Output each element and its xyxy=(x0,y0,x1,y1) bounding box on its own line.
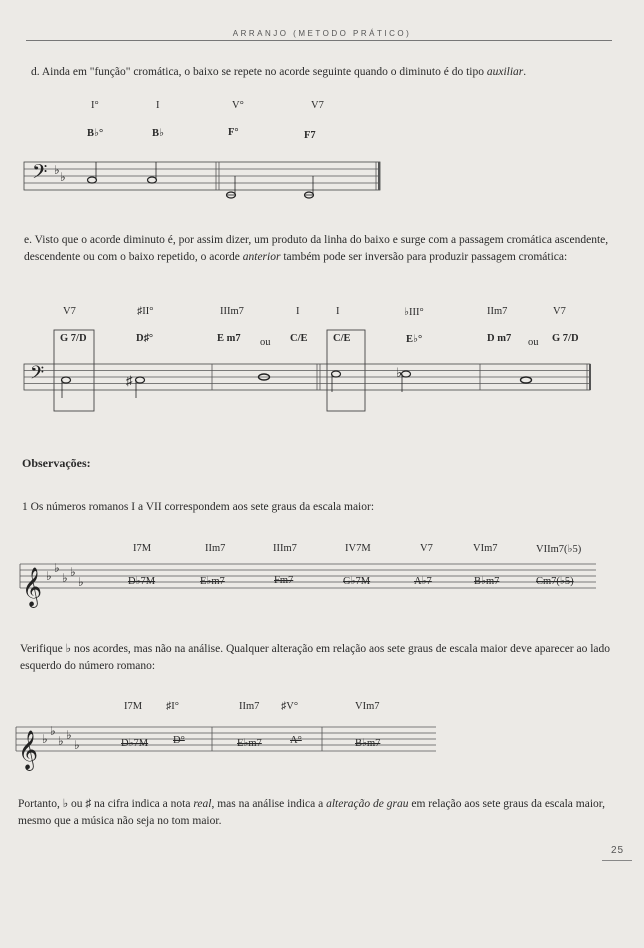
svg-text:♭: ♭ xyxy=(70,565,76,579)
svg-text:𝄞: 𝄞 xyxy=(22,569,43,606)
roman-numeral: ♯V° xyxy=(281,701,299,712)
roman-numeral: I7M xyxy=(124,701,143,712)
conclusion-part-c: em relação aos sete graus da escala maior, mesmo que a música não seja no tom maior. xyxy=(18,798,606,827)
svg-text:♭: ♭ xyxy=(66,728,72,742)
svg-text:♭: ♭ xyxy=(54,561,60,575)
roman-numeral: ♭III° xyxy=(404,307,424,318)
section-d-text-main: d. Ainda em "função" cromática, o baixo se repete no acorde seguinte quando o diminuto é do tipo xyxy=(31,66,487,78)
svg-text:♭: ♭ xyxy=(46,569,52,583)
svg-text:♭: ♭ xyxy=(78,575,84,589)
chord-symbol: D♭7M xyxy=(121,738,149,749)
roman-numeral: V7 xyxy=(311,100,324,111)
svg-text:𝄢: 𝄢 xyxy=(30,362,45,387)
chord-symbol: E♭m7 xyxy=(200,576,225,587)
roman-numeral: V7 xyxy=(63,306,76,317)
roman-numeral: I xyxy=(156,100,160,111)
chord-symbol: B♭m7 xyxy=(474,576,500,587)
roman-numeral: VIm7 xyxy=(473,543,498,554)
roman-numeral: I xyxy=(296,306,300,317)
roman-numeral: ♯I° xyxy=(166,701,179,712)
roman-numeral: IIm7 xyxy=(487,306,508,317)
roman-numeral: I° xyxy=(91,100,99,111)
chord-symbol: B♭ xyxy=(152,128,164,139)
verify-paragraph: Verifique ♭ nos acordes, mas não na análise. Qualquer alteração em relação aos sete graus de escala maior deve aparecer ao lado esquerdo do número romano: xyxy=(20,643,611,672)
roman-numeral: V7 xyxy=(420,543,433,554)
roman-numeral: VIIm7(♭5) xyxy=(536,544,582,555)
bass-staff-d xyxy=(0,150,644,210)
conclusion-em-alteracao: alteração de grau xyxy=(326,798,409,810)
treble-staff-analysis xyxy=(0,721,644,771)
chord-symbol: D m7 xyxy=(487,333,512,344)
chord-symbol: A° xyxy=(290,735,302,746)
chord-symbol: C/E xyxy=(290,333,308,344)
section-e-text-main: e. Visto que o acorde diminuto é, por assim dizer, um produto da linha do baixo e surge com a passagem cromática ascendente, descendente ou com o baixo repetido, o acorde xyxy=(24,234,609,263)
svg-text:𝄞: 𝄞 xyxy=(18,732,39,769)
chord-or-label: ou xyxy=(528,337,539,348)
conclusion-em-real: real xyxy=(193,798,212,810)
svg-text:♭: ♭ xyxy=(396,365,403,380)
svg-text:♭: ♭ xyxy=(42,732,48,746)
chord-symbol: C/E xyxy=(333,333,351,344)
chord-symbol: E♭° xyxy=(406,334,423,345)
section-e-text xyxy=(24,232,616,266)
conclusion-paragraph xyxy=(18,796,624,830)
roman-numeral: VIm7 xyxy=(355,701,380,712)
observacao-1: 1 Os números romanos I a VII correspondem aos sete graus da escala maior: xyxy=(22,501,375,513)
svg-text:𝄢: 𝄢 xyxy=(32,162,48,188)
running-header: ARRANJO (METODO PRÁTICO) xyxy=(232,29,412,38)
chord-symbol: E♭m7 xyxy=(237,738,262,749)
chord-symbol: D♯° xyxy=(136,333,154,344)
chord-symbol: F° xyxy=(228,127,239,138)
conclusion-part-b: , mas na análise indica a xyxy=(211,798,327,810)
section-d-text xyxy=(31,64,611,81)
section-d-text-em: auxiliar xyxy=(486,66,524,78)
section-d-text-end: . xyxy=(523,66,527,78)
roman-numeral: I7M xyxy=(133,543,152,554)
chord-symbol: F7 xyxy=(304,130,316,141)
svg-text:♯: ♯ xyxy=(126,373,133,388)
svg-text:♭: ♭ xyxy=(62,571,68,585)
roman-numeral: IV7M xyxy=(345,543,371,554)
roman-numeral: IIIm7 xyxy=(273,543,297,554)
chord-symbol: B♭° xyxy=(87,128,104,139)
roman-numeral: V7 xyxy=(553,306,566,317)
svg-text:♭: ♭ xyxy=(54,163,60,177)
svg-text:♭: ♭ xyxy=(60,170,66,184)
svg-text:♭: ♭ xyxy=(50,724,56,738)
chord-symbol: G♭7M xyxy=(343,576,371,587)
observacoes-title: Observações: xyxy=(22,456,91,470)
svg-text:♭: ♭ xyxy=(74,738,80,752)
page-number-rule xyxy=(602,860,632,861)
chord-symbol: G 7/D xyxy=(552,333,579,344)
header-rule xyxy=(26,40,612,41)
roman-numeral: ♯II° xyxy=(137,306,154,317)
chord-symbol: B♭m7 xyxy=(355,738,381,749)
roman-numeral: V° xyxy=(232,100,244,111)
chord-symbol: A♭7 xyxy=(414,576,432,587)
conclusion-part-a: Portanto, ♭ ou ♯ na cifra indica a nota xyxy=(18,798,194,810)
roman-numeral: IIm7 xyxy=(205,543,226,554)
section-e-text-em: anterior xyxy=(242,251,281,263)
roman-numeral: IIIm7 xyxy=(220,306,244,317)
chord-symbol: Cm7(♭5) xyxy=(536,576,574,587)
chord-symbol: D♭7M xyxy=(128,576,156,587)
roman-numeral: IIm7 xyxy=(239,701,260,712)
chord-symbol: D° xyxy=(173,735,185,746)
bass-staff-e xyxy=(0,328,644,418)
svg-text:♭: ♭ xyxy=(58,734,64,748)
roman-numeral: I xyxy=(336,306,340,317)
chord-symbol: E m7 xyxy=(217,333,241,344)
chord-symbol: G 7/D xyxy=(60,333,87,344)
page-number: 25 xyxy=(611,845,625,856)
section-e-text-end: também pode ser inversão para produzir passagem cromática: xyxy=(280,251,568,263)
chord-or-label: ou xyxy=(260,337,271,348)
chord-symbol: Fm7 xyxy=(274,575,294,586)
